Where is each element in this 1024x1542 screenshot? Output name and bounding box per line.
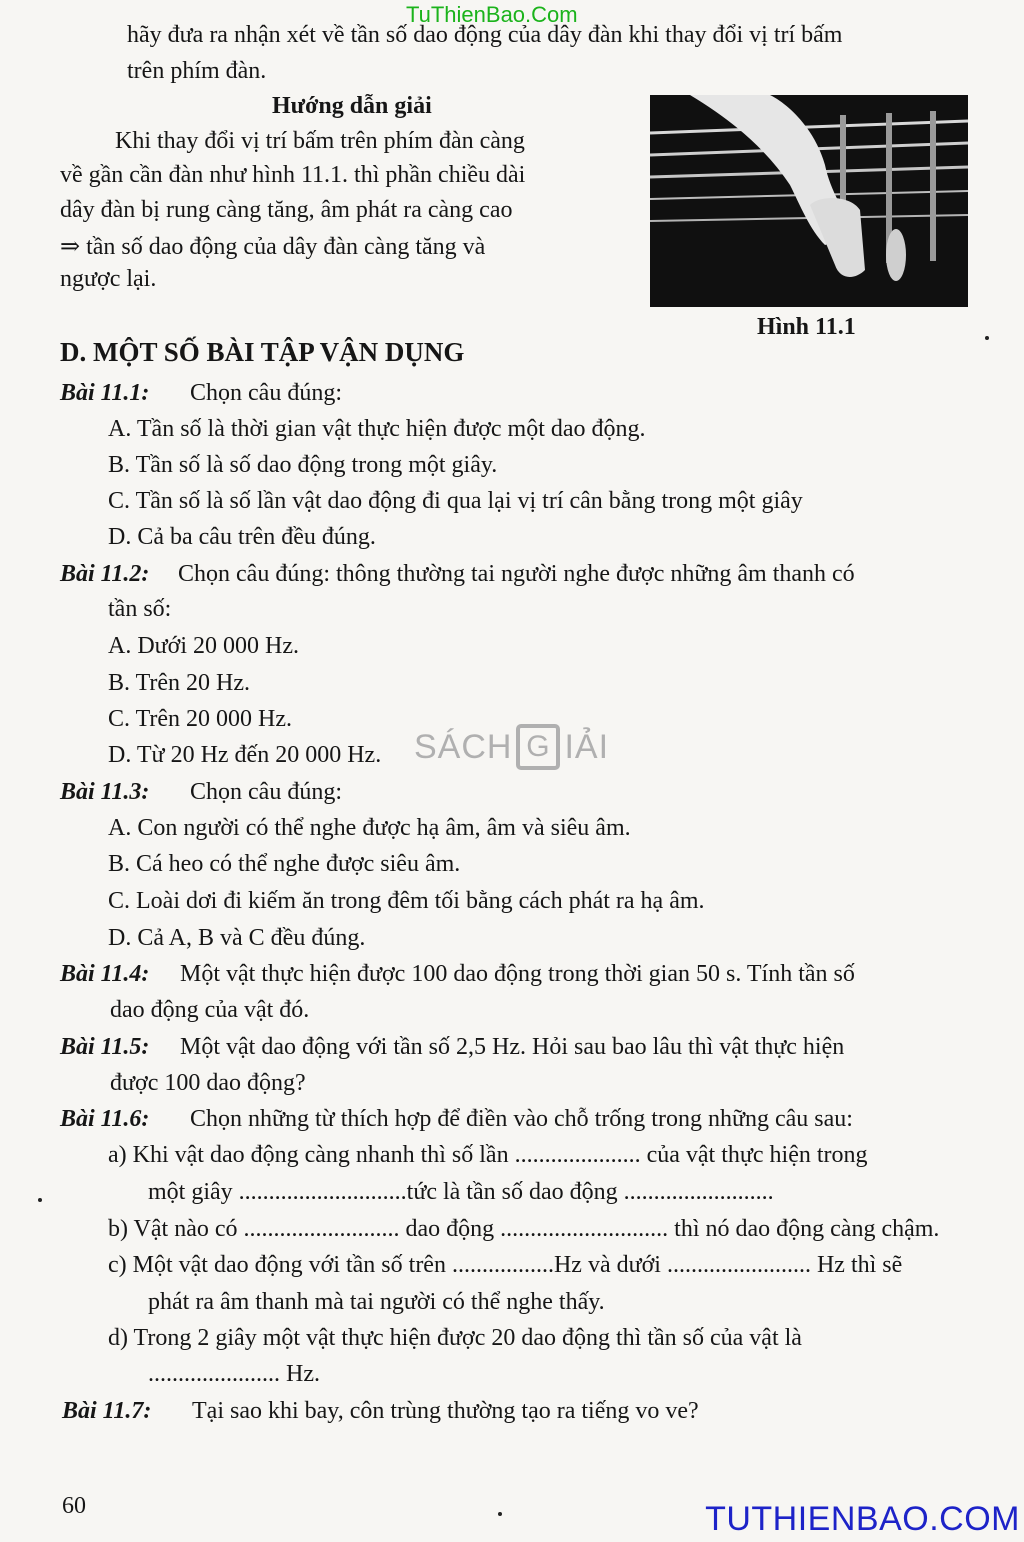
watermark-center-right: IẢI (564, 727, 610, 766)
guide-line-4: ⇒ tần số dao động của dây đàn càng tăng và (60, 234, 486, 260)
guide-line-1: Khi thay đổi vị trí bấm trên phím đàn càng (115, 128, 525, 154)
fill-blank-b: b) Vật nào có .......................... dao động ............................ thì nó dao động càng chậm. (108, 1216, 940, 1242)
option-item: B. Tần số là số dao động trong một giây. (108, 452, 498, 478)
guide-title: Hướng dẫn giải (272, 93, 432, 119)
exercise-label: Bài 11.2: (60, 561, 150, 587)
fill-blank-c-line-2: phát ra âm thanh mà tai người có thể nghe thấy. (148, 1289, 605, 1315)
option-item: B. Trên 20 Hz. (108, 670, 251, 696)
exercise-text-cont: dao động của vật đó. (110, 997, 310, 1023)
exercise-label: Bài 11.5: (60, 1034, 150, 1060)
exercise-label: Bài 11.6: (60, 1106, 150, 1132)
option-item: C. Loài dơi đi kiếm ăn trong đêm tối bằng cách phát ra hạ âm. (108, 888, 705, 914)
intro-line-1: hãy đưa ra nhận xét về tần số dao động của dây đàn khi thay đổi vị trí bấm (127, 22, 843, 48)
guitar-fretboard-photo (650, 95, 968, 307)
fill-blank-a-line-1: a) Khi vật dao động càng nhanh thì số lần ..................... của vật thực hiện trong (108, 1142, 868, 1168)
watermark-center (414, 724, 609, 770)
exercise-label: Bài 11.4: (60, 961, 150, 987)
watermark-top: TuThienBao.Com (406, 2, 578, 27)
exercise-text: Chọn câu đúng: (190, 380, 342, 406)
option-item: A. Tần số là thời gian vật thực hiện được một dao động. (108, 416, 646, 442)
watermark-center-left: SÁCH (414, 727, 513, 766)
exercise-text: Chọn những từ thích hợp để điền vào chỗ trống trong những câu sau: (190, 1106, 853, 1132)
page-number: 60 (62, 1493, 86, 1519)
exercise-label: Bài 11.3: (60, 779, 150, 805)
exercise-text: Tại sao khi bay, côn trùng thường tạo ra tiếng vo ve? (192, 1398, 699, 1424)
speck-mark (498, 1512, 502, 1516)
intro-line-2: trên phím đàn. (127, 58, 267, 84)
speck-mark (985, 336, 989, 340)
option-item: A. Con người có thể nghe được hạ âm, âm và siêu âm. (108, 815, 631, 841)
watermark-logo-icon: G (516, 724, 560, 770)
exercise-text: Một vật dao động với tần số 2,5 Hz. Hỏi sau bao lâu thì vật thực hiện (180, 1034, 845, 1060)
option-item: D. Cả A, B và C đều đúng. (108, 925, 366, 951)
fill-blank-c-line-1: c) Một vật dao động với tần số trên .................Hz và dưới ........................ Hz thì sẽ (108, 1252, 903, 1278)
guide-line-3: dây đàn bị rung càng tăng, âm phát ra càng cao (60, 197, 513, 223)
figure-caption: Hình 11.1 (757, 314, 856, 340)
guitar-photo-icon (650, 95, 968, 307)
guide-line-5: ngược lại. (60, 266, 157, 292)
exercise-text: Chọn câu đúng: (190, 779, 342, 805)
option-item: D. Cả ba câu trên đều đúng. (108, 524, 376, 550)
option-item: B. Cá heo có thể nghe được siêu âm. (108, 851, 461, 877)
option-item: C. Tần số là số lần vật dao động đi qua lại vị trí cân bằng trong một giây (108, 488, 803, 514)
fill-blank-d-line-2: ...................... Hz. (148, 1361, 320, 1387)
section-title: D. MỘT SỐ BÀI TẬP VẬN DỤNG (60, 337, 465, 367)
exercise-text-cont: tần số: (108, 596, 172, 622)
speck-mark (38, 1198, 42, 1202)
watermark-bottom: TUTHIENBAO.COM (705, 1500, 1020, 1538)
option-item: A. Dưới 20 000 Hz. (108, 633, 300, 659)
exercise-label: Bài 11.1: (60, 380, 150, 406)
exercise-text: Một vật thực hiện được 100 dao động trong thời gian 50 s. Tính tần số (180, 961, 855, 987)
exercise-text-cont: được 100 dao động? (110, 1070, 306, 1096)
fill-blank-d-line-1: d) Trong 2 giây một vật thực hiện được 20 dao động thì tần số của vật là (108, 1325, 802, 1351)
fill-blank-a-line-2: một giây ............................tức là tần số dao động ......................... (148, 1179, 774, 1205)
exercise-text: Chọn câu đúng: thông thường tai người nghe được những âm thanh có (178, 561, 855, 587)
guide-line-2: về gần cần đàn như hình 11.1. thì phần chiều dài (60, 162, 526, 188)
option-item: D. Từ 20 Hz đến 20 000 Hz. (108, 742, 382, 768)
exercise-label: Bài 11.7: (62, 1398, 152, 1424)
option-item: C. Trên 20 000 Hz. (108, 706, 293, 732)
